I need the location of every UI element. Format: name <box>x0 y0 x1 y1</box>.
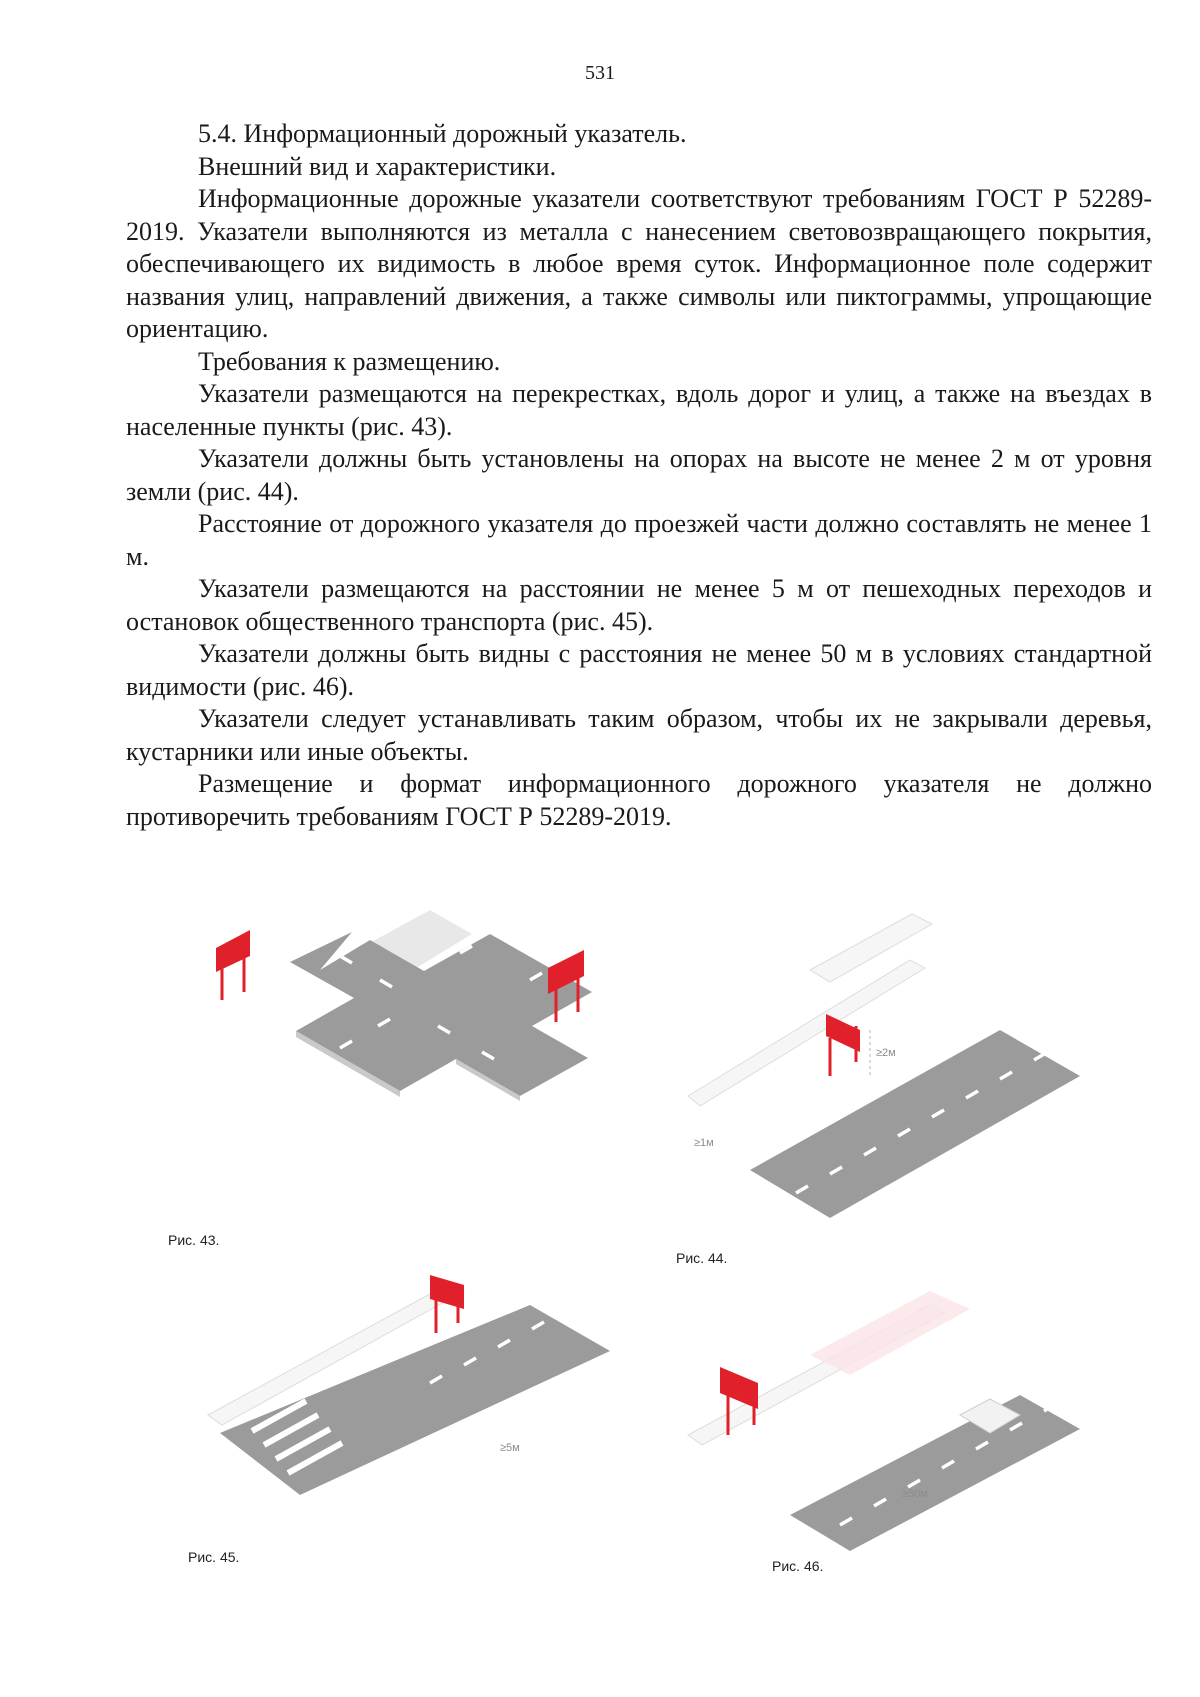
sign-panel <box>720 1367 758 1409</box>
height-label: ≥2м <box>876 1047 896 1059</box>
caption-fig-45: Рис. 45. <box>188 1549 240 1565</box>
paragraph-intersections: Указатели размещаются на перекрестках, вдоль дорог и улиц, а также на въездах в населенные пункты (рис. 43). <box>126 379 1152 441</box>
figure-45 <box>200 1265 630 1565</box>
sign <box>826 1014 860 1076</box>
body-text <box>126 118 1152 833</box>
section-heading: 5.4. Информационный дорожный указатель. <box>198 119 687 148</box>
subheading-appearance: Внешний вид и характеристики. <box>198 151 557 181</box>
offset-label: ≥1м <box>694 1137 714 1149</box>
figure-43 <box>200 900 640 1230</box>
intersection-road <box>290 932 592 1096</box>
road <box>790 1395 1080 1551</box>
paragraph-visibility: Указатели должны быть видны с расстояния не менее 50 м в условиях стандартной видимости (рис. 46). <box>126 639 1152 701</box>
figure-46 <box>680 1265 1100 1565</box>
figure-44 <box>680 900 1100 1230</box>
subheading-placement: Требования к размещению. <box>198 346 501 376</box>
caption-fig-46: Рис. 46. <box>772 1558 824 1574</box>
distance-label: ≥5м <box>500 1442 520 1454</box>
paragraph-height: Указатели должны быть установлены на опорах на высоте не менее 2 м от уровня земли (рис. 44). <box>126 444 1152 506</box>
sign-left <box>216 930 250 1000</box>
paragraph-characteristics: Информационные дорожные указатели соответствуют требованиям ГОСТ Р 52289-2019. Указатели выполняются из металла с нанесением световозвращающего покрытия, обеспечивающего их видимость в любое время суток. Информационное поле содержит названия улиц, направлений движения, а также символы или пиктограммы, упрощающие ориентацию. <box>126 184 1152 343</box>
sign <box>430 1275 464 1333</box>
visibility-illustration <box>680 1265 1100 1565</box>
caption-fig-44: Рис. 44. <box>676 1250 728 1266</box>
sidewalk <box>688 960 925 1106</box>
paragraph-crossing-distance: Указатели размещаются на расстоянии не менее 5 м от пешеходных переходов и остановок общественного транспорта (рис. 45). <box>126 574 1152 636</box>
page-number: 531 <box>585 62 615 84</box>
paragraph-obstruction: Указатели следует устанавливать таким образом, чтобы их не закрывали деревья, кустарники или иные объекты. <box>126 704 1152 766</box>
visibility-zone <box>810 1291 970 1375</box>
distance-label: ≥50м <box>902 1488 928 1500</box>
crossing-illustration <box>200 1265 630 1565</box>
paragraph-gost: Размещение и формат информационного дорожного указателя не должно противоречить требованиям ГОСТ Р 52289-2019. <box>126 769 1152 831</box>
road <box>220 1305 610 1495</box>
intersection-illustration <box>200 900 640 1230</box>
height-illustration <box>680 900 1100 1230</box>
paragraph-road-distance: Расстояние от дорожного указателя до проезжей части должно составлять не менее 1 м. <box>126 509 1152 571</box>
caption-fig-43: Рис. 43. <box>168 1232 220 1248</box>
